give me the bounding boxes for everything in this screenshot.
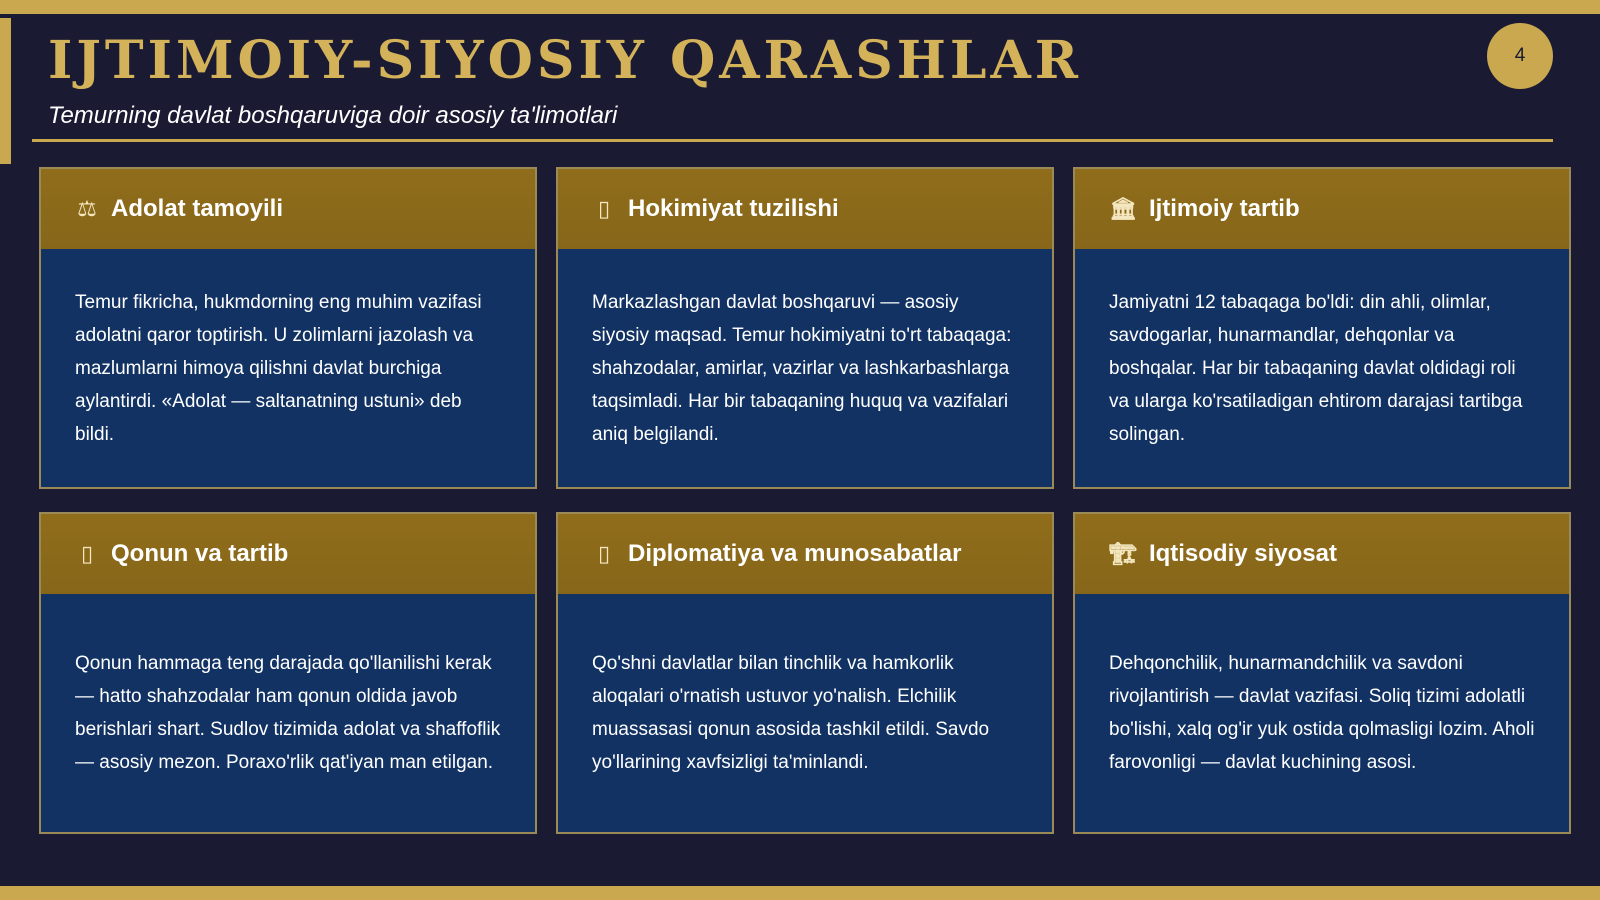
construction-building-icon: 🏗 [1109, 541, 1137, 566]
page-number-badge: 4 [1487, 23, 1553, 89]
classical-building-icon: 🏛 [1109, 196, 1137, 221]
scales-icon: ⚖ [77, 196, 97, 221]
missing-glyph-icon: ▯ [80, 541, 94, 566]
card-title: Iqtisodiy siyosat [1148, 540, 1337, 567]
missing-glyph-icon: ▯ [597, 541, 611, 566]
side-accent-bar [0, 18, 11, 164]
card-text: Temur fikricha, hukmdorning eng muhim vazifasi adolatni qaror toptirish. U zolimlarni jazolash va mazlumlarni himoya qilishni davlat burchiga aylantirdi. «Adolat — saltanatning ustuni» deb bildi. [75, 291, 482, 445]
card-iqtisodiy-siyosat [1073, 512, 1571, 834]
card-body [1075, 249, 1569, 487]
card-diplomatiya-va-munosabatlar [556, 512, 1054, 834]
card-header [41, 514, 535, 594]
title-divider [32, 139, 1553, 142]
card-title: Qonun va tartib [111, 540, 289, 567]
card-title: Adolat tamoyili [111, 195, 284, 222]
missing-glyph-icon: ▯ [597, 196, 611, 221]
card-adolat-tamoyili [39, 167, 537, 489]
card-header [1075, 514, 1569, 594]
card-header [1075, 169, 1569, 249]
card-title: Diplomatiya va munosabatlar [628, 540, 962, 567]
card-body [558, 249, 1052, 487]
card-text: Jamiyatni 12 tabaqaga bo'ldi: din ahli, olimlar, savdogarlar, hunarmandlar, dehqonlar va boshqalar. Har bir tabaqaning davlat oldidagi roli va ularga ko'rsatiladigan ehtirom darajasi tartibga solingan. [1109, 291, 1523, 445]
bottom-accent-bar [0, 886, 1600, 900]
card-body [558, 594, 1052, 832]
card-body [41, 249, 535, 487]
card-body [1075, 594, 1569, 832]
card-text: Qonun hammaga teng darajada qo'llanilishi kerak — hatto shahzodalar ham qonun oldida javob berishlari shart. Sudlov tizimida adolat va shaffoflik — asosiy mezon. Poraxo'rlik qat'iyan man etilgan. [75, 653, 501, 773]
card-title: Hokimiyat tuzilishi [628, 195, 839, 222]
top-accent-bar [0, 0, 1600, 14]
card-ijtimoiy-tartib [1073, 167, 1571, 489]
slide-subtitle: Temurning davlat boshqaruviga doir asosiy ta'limotlari [48, 102, 618, 129]
card-title: Ijtimoiy tartib [1148, 195, 1300, 222]
card-text: Qo'shni davlatlar bilan tinchlik va hamkorlik aloqalari o'rnatish ustuvor yo'nalish. Elchilik muassasasi qonun asosida tashkil etildi. Savdo yo'llarining xavfsizligi ta'minlandi. [592, 653, 990, 773]
card-header [558, 169, 1052, 249]
card-text: Dehqonchilik, hunarmandchilik va savdoni rivojlantirish — davlat vazifasi. Soliq tizimi adolatli bo'lishi, xalq og'ir yuk ostida qolmasligi lozim. Aholi farovonligi — davlat kuchining asosi. [1109, 653, 1535, 773]
cards-grid [39, 167, 1571, 832]
card-hokimiyat-tuzilishi [556, 167, 1054, 489]
card-text: Markazlashgan davlat boshqaruvi — asosiy siyosiy maqsad. Temur hokimiyatni to'rt tabaqaga: shahzodalar, amirlar, vazirlar va lashkarbashlarga taqsimladi. Har bir tabaqaning huquq va vazifalari aniq belgilandi. [592, 291, 1012, 445]
card-header [558, 514, 1052, 594]
card-header [41, 169, 535, 249]
card-body [41, 594, 535, 832]
card-qonun-va-tartib [39, 512, 537, 834]
slide-title: IJTIMOIY-SIYOSIY QARASHLAR [48, 30, 1083, 91]
